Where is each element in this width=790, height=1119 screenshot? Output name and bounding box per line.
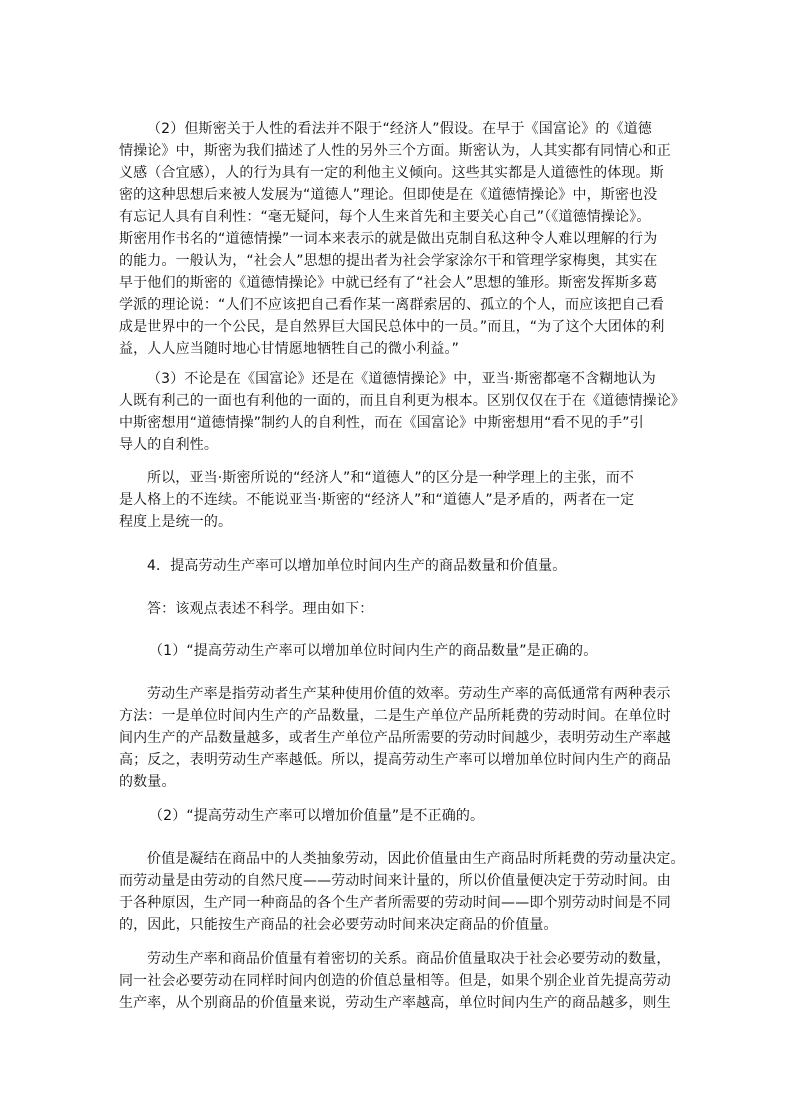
text-line: 学派的理论说：“人们不应该把自己看作某一离群索居的、孤立的个人，而应该把自己看	[119, 297, 665, 313]
text-line: （3）不论是在《国富论》还是在《道德情操论》中，亚当·斯密都毫不含糊地认为	[147, 371, 656, 387]
text-line: 间内生产的产品数量越多，或者生产单位产品所需要的劳动时间越少，表明劳动生产率越	[119, 730, 671, 746]
text-line: 同一社会必要劳动在同样时间内创造的价值总量相等。但是，如果个别企业首先提高劳动	[119, 973, 671, 989]
text-line: 早于他们的斯密的《道德情操论》中就已经有了“社会人”思想的雏形。斯密发挥斯多葛	[119, 275, 658, 291]
text-line: （1）“提高劳动生产率可以增加单位时间内生产的商品数量”是正确的。	[149, 643, 598, 659]
text-line: 高；反之，表明劳动生产率越低。所以，提高劳动生产率可以增加单位时间内生产的商品	[119, 752, 671, 768]
paragraph	[119, 683, 679, 793]
paragraph	[119, 467, 679, 533]
text-line: 密的这种思想后来被人发展为“道德人”理论。但即使是在《道德情操论》中，斯密也没	[119, 187, 658, 203]
paragraph	[119, 805, 679, 827]
text-line: （2）但斯密关于人性的看法并不限于“经济人”假设。在早于《国富论》的《道德	[147, 121, 652, 137]
text-line: 方法：一是单位时间内生产的产品数量，二是生产单位产品所耗费的劳动时间。在单位时	[119, 708, 671, 724]
text-line: 人既有利己的一面也有利他的一面的，而且自利更为根本。区别仅仅在于在《道德情操论》	[119, 393, 685, 409]
paragraph	[119, 848, 685, 936]
text-line: 有忘记人具有自利性：“毫无疑问，每个人生来首先和主要关心自己”（《道德情操论》。	[119, 209, 651, 225]
paragraph	[119, 948, 679, 1014]
text-line: 益，人人应当随时地心甘情愿地牺牲自己的微小利益。”	[119, 341, 460, 357]
text-line: 成是世界中的一个公民，是自然界巨大国民总体中的一员。”而且，“为了这个大团体的利	[119, 319, 665, 335]
text-line: 义感（合宜感），人的行为具有一定的利他主义倾向。这些其实都是人道德性的体现。斯	[119, 165, 664, 181]
text-line: 是人格上的不连续。不能说亚当·斯密的“经济人”和“道德人”是矛盾的，两者在一定	[119, 492, 635, 508]
text-line: 的能力。一般认为，“社会人”思想的提出者为社会学家涂尔干和管理学家梅奥，其实在	[119, 253, 658, 269]
text-line: 所以，亚当·斯密所说的“经济人”和“道德人”的区分是一种学理上的主张，而不	[147, 470, 635, 486]
text-line: 劳动生产率是指劳动者生产某种使用价值的效率。劳动生产率的高低通常有两种表示	[147, 686, 671, 702]
paragraph	[119, 598, 679, 620]
text-line: 劳动生产率和商品价值量有着密切的关系。商品价值量取决于社会必要劳动的数量，	[147, 951, 671, 967]
text-line: 价值是凝结在商品中的人类抽象劳动，因此价值量由生产商品时所耗费的劳动量决定。	[147, 851, 685, 867]
paragraph	[119, 118, 679, 360]
text-line: 程度上是统一的。	[119, 514, 233, 530]
text-line: 斯密用作书名的“道德情操”一词本来表示的就是做出克制自私这种令人难以理解的行为	[119, 231, 658, 247]
text-line: 的数量。	[119, 774, 176, 790]
text-line: 的，因此，只能按生产商品的社会必要劳动时间来决定商品的价值量。	[119, 917, 558, 933]
text-line: （2）“提高劳动生产率可以增加价值量”是不正确的。	[149, 808, 485, 824]
text-line: 于各种原因，生产同一种商品的各个生产者所需要的劳动时间——即个别劳动时间是不同	[119, 895, 671, 911]
paragraph	[119, 368, 685, 456]
text-line: 4．提高劳动生产率可以增加单位时间内生产的商品数量和价值量。	[147, 558, 567, 574]
text-line: 中斯密想用“道德情操”制约人的自利性，而在《国富论》中斯密想用“看不见的手”引	[119, 415, 644, 431]
paragraph	[119, 555, 679, 577]
text-line: 答：该观点表述不科学。理由如下：	[147, 601, 374, 617]
text-line: 而劳动量是由劳动的自然尺度——劳动时间来计量的，所以价值量便决定于劳动时间。由	[119, 873, 671, 889]
text-line: 导人的自利性。	[119, 437, 219, 453]
text-line: 生产率，从个别商品的价值量来说，劳动生产率越高，单位时间内生产的商品越多，则生	[119, 995, 671, 1011]
paragraph	[119, 640, 679, 662]
text-line: 情操论》中，斯密为我们描述了人性的另外三个方面。斯密认为，人其实都有同情心和正	[119, 143, 671, 159]
